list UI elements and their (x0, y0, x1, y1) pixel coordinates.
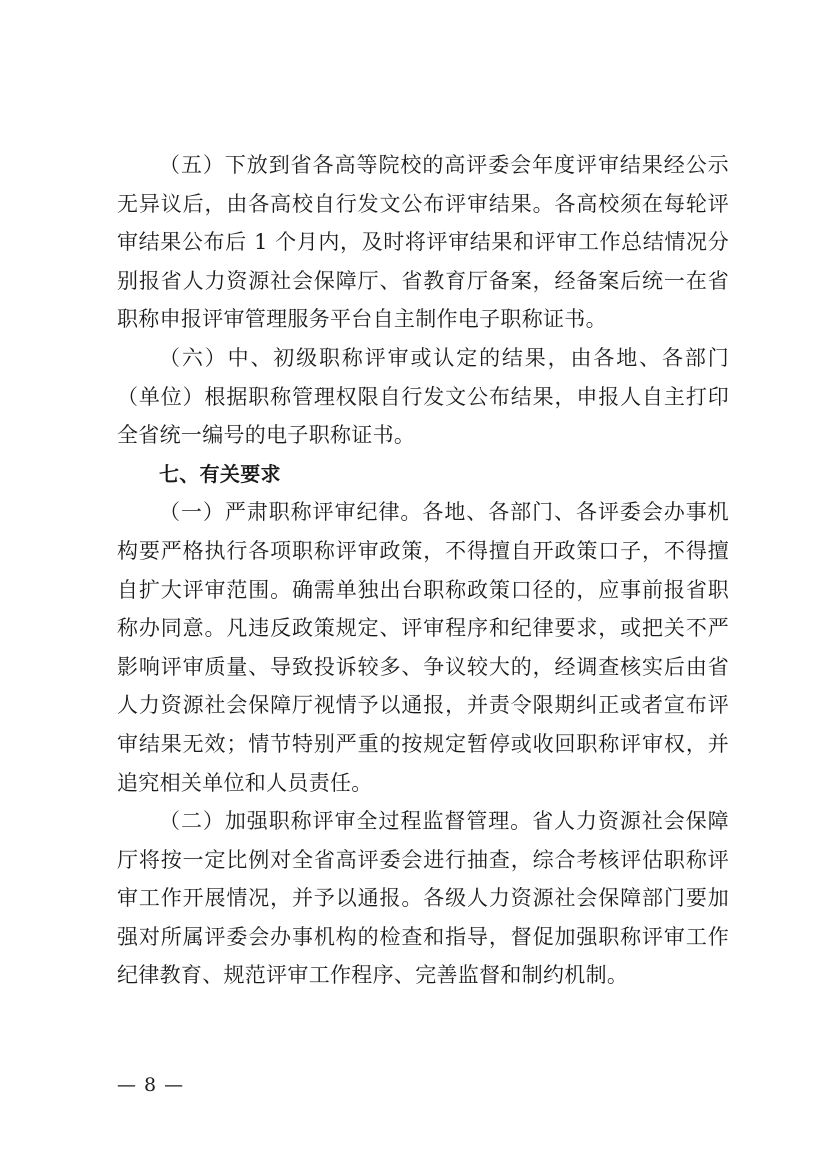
document-body (117, 146, 729, 995)
requirement-2: （二）加强职称评审全过程监督管理。省人力资源社会保障厅将按一定比例对全省高评委会进行抽查，综合考核评估职称评审工作开展情况，并予以通报。各级人力资源社会保障部门要加强对所属评委会办事机构的检查和指导，督促加强职称评审工作纪律教育、规范评审工作程序、完善监督和制约机制。 (117, 809, 729, 988)
requirement-1: （一）严肃职称评审纪律。各地、各部门、各评委会办事机构要严格执行各项职称评审政策，不得擅自开政策口子，不得擅自扩大评审范围。确需单独出台职称政策口径的，应事前报省职称办同意。凡违反政策规定、评审程序和纪律要求，或把关不严影响评审质量、导致投诉较多、争议较大的，经调查核实后由省人力资源社会保障厅视情予以通报，并责令限期纠正或者宣布评审结果无效；情节特别严重的按规定暂停或收回职称评审权，并追究相关单位和人员责任。 (117, 500, 729, 795)
paragraph-5: （五）下放到省各高等院校的高评委会年度评审结果经公示无异议后，由各高校自行发文公布评审结果。各高校须在每轮评审结果公布后 1 个月内，及时将评审结果和评审工作总结情况分别报省人力资源社会保障厅、省教育厅备案，经备案后统一在省职称申报评审管理服务平台自主制作电子职称证书。 (117, 153, 729, 332)
paragraph-6: （六）中、初级职称评审或认定的结果，由各地、各部门（单位）根据职称管理权限自行发文公布结果，申报人自主打印全省统一编号的电子职称证书。 (117, 345, 729, 448)
section-heading: 七、有关要求 (159, 461, 281, 486)
page-number: — 8 — (117, 1074, 185, 1096)
